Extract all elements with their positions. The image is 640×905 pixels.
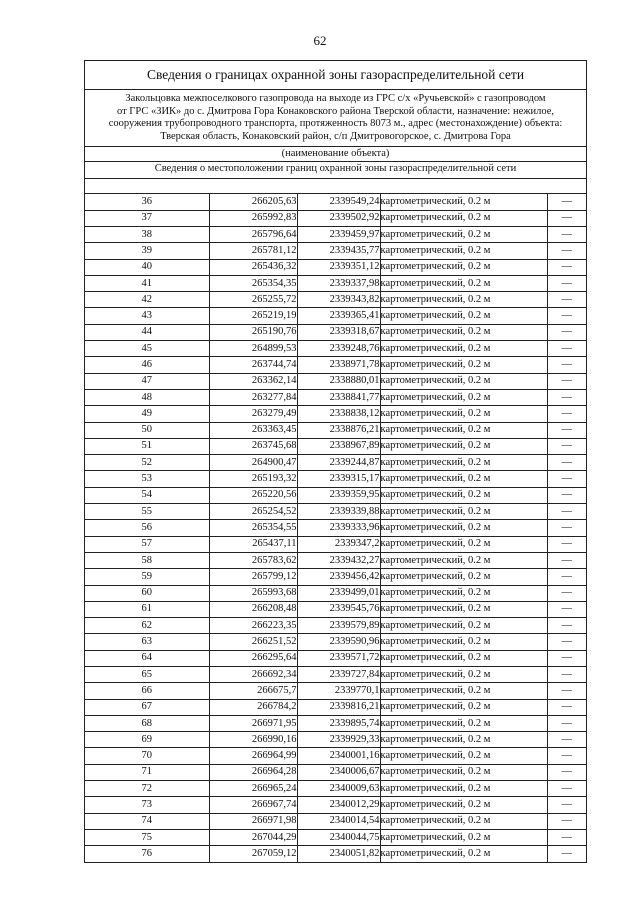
point-number: 40 (85, 259, 209, 275)
determination-method: картометрический, 0.2 м (380, 715, 547, 731)
table-row (85, 813, 586, 829)
note-cell: — (547, 438, 586, 454)
point-number: 64 (85, 650, 209, 666)
page-number: 62 (313, 33, 327, 48)
x-coordinate: 266967,74 (209, 797, 297, 813)
x-coordinate: 266990,16 (209, 732, 297, 748)
table-row (85, 194, 586, 210)
table-row (85, 210, 586, 226)
note-cell: — (547, 715, 586, 731)
x-coordinate: 265783,62 (209, 552, 297, 568)
x-coordinate: 266205,63 (209, 194, 297, 210)
y-coordinate: 2339571,72 (297, 650, 380, 666)
y-coordinate: 2339365,41 (297, 308, 380, 324)
y-coordinate: 2339432,27 (297, 552, 380, 568)
point-number: 51 (85, 438, 209, 454)
note-cell: — (547, 829, 586, 845)
determination-method: картометрический, 0.2 м (380, 357, 547, 373)
y-coordinate: 2339337,98 (297, 275, 380, 291)
y-coordinate: 2339347,2 (297, 536, 380, 552)
x-coordinate: 266251,52 (209, 634, 297, 650)
table-row (85, 781, 586, 797)
table-row (85, 520, 586, 536)
table-row (85, 829, 586, 845)
description-line: Закольцовка межпоселкового газопровода на выходе из ГРС с/х «Ручьевской» с газопроводом (125, 93, 546, 104)
y-coordinate: 2339770,1 (297, 683, 380, 699)
point-number: 75 (85, 829, 209, 845)
note-cell: — (547, 634, 586, 650)
determination-method: картометрический, 0.2 м (380, 487, 547, 503)
note-cell: — (547, 226, 586, 242)
determination-method: картометрический, 0.2 м (380, 699, 547, 715)
x-coordinate: 263277,84 (209, 389, 297, 405)
point-number: 66 (85, 683, 209, 699)
determination-method: картометрический, 0.2 м (380, 683, 547, 699)
note-cell: — (547, 732, 586, 748)
point-number: 67 (85, 699, 209, 715)
table-row (85, 487, 586, 503)
y-coordinate: 2338971,78 (297, 357, 380, 373)
y-coordinate: 2340051,82 (297, 846, 380, 862)
y-coordinate: 2339590,96 (297, 634, 380, 650)
table-row (85, 683, 586, 699)
x-coordinate: 265193,32 (209, 471, 297, 487)
x-coordinate: 265992,83 (209, 210, 297, 226)
determination-method: картометрический, 0.2 м (380, 748, 547, 764)
table-row (85, 504, 586, 520)
point-number: 45 (85, 341, 209, 357)
point-number: 46 (85, 357, 209, 373)
note-cell: — (547, 406, 586, 422)
determination-method: картометрический, 0.2 м (380, 422, 547, 438)
y-coordinate: 2339318,67 (297, 324, 380, 340)
point-number: 50 (85, 422, 209, 438)
point-number: 65 (85, 666, 209, 682)
y-coordinate: 2339459,97 (297, 226, 380, 242)
note-cell: — (547, 504, 586, 520)
table-row (85, 552, 586, 568)
determination-method: картометрический, 0.2 м (380, 781, 547, 797)
determination-method: картометрический, 0.2 м (380, 226, 547, 242)
note-cell: — (547, 585, 586, 601)
y-coordinate: 2339456,42 (297, 569, 380, 585)
x-coordinate: 263745,68 (209, 438, 297, 454)
point-number: 37 (85, 210, 209, 226)
x-coordinate: 265190,76 (209, 324, 297, 340)
point-number: 62 (85, 618, 209, 634)
note-cell: — (547, 275, 586, 291)
point-number: 70 (85, 748, 209, 764)
description-line: Тверская область, Конаковский район, с/п Дмитровогорское, с. Дмитрова Гора (160, 130, 511, 142)
note-cell: — (547, 552, 586, 568)
x-coordinate: 265254,52 (209, 504, 297, 520)
x-coordinate: 266784,2 (209, 699, 297, 715)
x-coordinate: 266295,64 (209, 650, 297, 666)
point-number: 61 (85, 601, 209, 617)
note-cell: — (547, 618, 586, 634)
note-cell: — (547, 455, 586, 471)
point-number: 55 (85, 504, 209, 520)
note-cell: — (547, 520, 586, 536)
determination-method: картометрический, 0.2 м (380, 829, 547, 845)
x-coordinate: 265781,12 (209, 243, 297, 259)
y-coordinate: 2339315,17 (297, 471, 380, 487)
y-coordinate: 2340044,75 (297, 829, 380, 845)
table-row (85, 601, 586, 617)
table-row (85, 275, 586, 291)
note-cell: — (547, 259, 586, 275)
table-row (85, 389, 586, 405)
note-cell: — (547, 683, 586, 699)
x-coordinate: 267044,29 (209, 829, 297, 845)
document-frame (84, 60, 587, 863)
x-coordinate: 265255,72 (209, 292, 297, 308)
note-cell: — (547, 781, 586, 797)
point-number: 57 (85, 536, 209, 552)
x-coordinate: 266971,98 (209, 813, 297, 829)
note-cell: — (547, 373, 586, 389)
determination-method: картометрический, 0.2 м (380, 406, 547, 422)
y-coordinate: 2338967,89 (297, 438, 380, 454)
x-coordinate: 264900,47 (209, 455, 297, 471)
determination-method: картометрический, 0.2 м (380, 243, 547, 259)
document-title: Сведения о границах охранной зоны газораспределительной сети (85, 61, 586, 90)
table-row (85, 650, 586, 666)
x-coordinate: 266964,99 (209, 748, 297, 764)
note-cell: — (547, 699, 586, 715)
y-coordinate: 2339499,01 (297, 585, 380, 601)
determination-method: картометрический, 0.2 м (380, 504, 547, 520)
table-row (85, 732, 586, 748)
point-number: 59 (85, 569, 209, 585)
table-row (85, 438, 586, 454)
table-row (85, 699, 586, 715)
note-cell: — (547, 308, 586, 324)
table-row (85, 357, 586, 373)
table-row (85, 585, 586, 601)
y-coordinate: 2339545,76 (297, 601, 380, 617)
x-coordinate: 265220,56 (209, 487, 297, 503)
note-cell: — (547, 210, 586, 226)
table-row (85, 748, 586, 764)
determination-method: картометрический, 0.2 м (380, 292, 547, 308)
x-coordinate: 267059,12 (209, 846, 297, 862)
x-coordinate: 263362,14 (209, 373, 297, 389)
y-coordinate: 2338880,01 (297, 373, 380, 389)
determination-method: картометрический, 0.2 м (380, 601, 547, 617)
y-coordinate: 2338838,12 (297, 406, 380, 422)
x-coordinate: 265993,68 (209, 585, 297, 601)
y-coordinate: 2340014,54 (297, 813, 380, 829)
x-coordinate: 265354,55 (209, 520, 297, 536)
note-cell: — (547, 797, 586, 813)
determination-method: картометрический, 0.2 м (380, 650, 547, 666)
determination-method: картометрический, 0.2 м (380, 666, 547, 682)
note-cell: — (547, 764, 586, 780)
y-coordinate: 2339502,92 (297, 210, 380, 226)
x-coordinate: 266675,7 (209, 683, 297, 699)
determination-method: картометрический, 0.2 м (380, 585, 547, 601)
y-coordinate: 2340012,29 (297, 797, 380, 813)
note-cell: — (547, 243, 586, 259)
table-row (85, 666, 586, 682)
note-cell: — (547, 389, 586, 405)
point-number: 69 (85, 732, 209, 748)
x-coordinate: 263279,49 (209, 406, 297, 422)
y-coordinate: 2339929,33 (297, 732, 380, 748)
point-number: 48 (85, 389, 209, 405)
x-coordinate: 266971,95 (209, 715, 297, 731)
determination-method: картометрический, 0.2 м (380, 471, 547, 487)
point-number: 63 (85, 634, 209, 650)
determination-method: картометрический, 0.2 м (380, 194, 547, 210)
determination-method: картометрический, 0.2 м (380, 341, 547, 357)
table-row (85, 618, 586, 634)
determination-method: картометрический, 0.2 м (380, 275, 547, 291)
y-coordinate: 2339339,88 (297, 504, 380, 520)
y-coordinate: 2339435,77 (297, 243, 380, 259)
note-cell: — (547, 292, 586, 308)
note-cell: — (547, 650, 586, 666)
x-coordinate: 265799,12 (209, 569, 297, 585)
note-cell: — (547, 324, 586, 340)
x-coordinate: 266208,48 (209, 601, 297, 617)
table-row (85, 455, 586, 471)
determination-method: картометрический, 0.2 м (380, 324, 547, 340)
y-coordinate: 2339359,95 (297, 487, 380, 503)
determination-method: картометрический, 0.2 м (380, 797, 547, 813)
table-row (85, 373, 586, 389)
note-cell: — (547, 666, 586, 682)
y-coordinate: 2339244,87 (297, 455, 380, 471)
y-coordinate: 2340006,67 (297, 764, 380, 780)
x-coordinate: 263363,45 (209, 422, 297, 438)
x-coordinate: 266965,24 (209, 781, 297, 797)
x-coordinate: 264899,53 (209, 341, 297, 357)
x-coordinate: 266964,28 (209, 764, 297, 780)
x-coordinate: 266223,35 (209, 618, 297, 634)
determination-method: картометрический, 0.2 м (380, 569, 547, 585)
determination-method: картометрический, 0.2 м (380, 764, 547, 780)
y-coordinate: 2338876,21 (297, 422, 380, 438)
point-number: 43 (85, 308, 209, 324)
object-description (85, 90, 586, 147)
point-number: 71 (85, 764, 209, 780)
description-line: сооружения трубопроводного транспорта, протяженность 8073 м., адрес (местонахождение) объекта: (108, 118, 563, 130)
y-coordinate: 2340009,63 (297, 781, 380, 797)
note-cell: — (547, 813, 586, 829)
determination-method: картометрический, 0.2 м (380, 259, 547, 275)
note-cell: — (547, 471, 586, 487)
object-name-caption: (наименование объекта) (85, 147, 586, 162)
x-coordinate: 265437,11 (209, 536, 297, 552)
table-row (85, 764, 586, 780)
note-cell: — (547, 846, 586, 862)
note-cell: — (547, 341, 586, 357)
point-number: 76 (85, 846, 209, 862)
section-title: Сведения о местоположении границ охранной зоны газораспределительной сети (85, 162, 586, 179)
table-row (85, 634, 586, 650)
point-number: 44 (85, 324, 209, 340)
table-row (85, 471, 586, 487)
point-number: 49 (85, 406, 209, 422)
table-row (85, 846, 586, 862)
note-cell: — (547, 748, 586, 764)
description-line: от ГРС «ЗИК» до с. Дмитрова Гора Конаковского района Тверской области, назначение: нежилое, (116, 105, 555, 117)
table-row (85, 797, 586, 813)
note-cell: — (547, 194, 586, 210)
point-number: 52 (85, 455, 209, 471)
point-number: 47 (85, 373, 209, 389)
determination-method: картометрический, 0.2 м (380, 634, 547, 650)
point-number: 56 (85, 520, 209, 536)
x-coordinate: 265219,19 (209, 308, 297, 324)
table-row (85, 259, 586, 275)
determination-method: картометрический, 0.2 м (380, 732, 547, 748)
table-row (85, 292, 586, 308)
y-coordinate: 2339895,74 (297, 715, 380, 731)
y-coordinate: 2339333,96 (297, 520, 380, 536)
table-row (85, 406, 586, 422)
point-number: 60 (85, 585, 209, 601)
point-number: 53 (85, 471, 209, 487)
point-number: 42 (85, 292, 209, 308)
note-cell: — (547, 357, 586, 373)
y-coordinate: 2339248,76 (297, 341, 380, 357)
y-coordinate: 2340001,16 (297, 748, 380, 764)
table-row (85, 536, 586, 552)
point-number: 54 (85, 487, 209, 503)
y-coordinate: 2339343,82 (297, 292, 380, 308)
y-coordinate: 2339351,12 (297, 259, 380, 275)
y-coordinate: 2339816,21 (297, 699, 380, 715)
determination-method: картометрический, 0.2 м (380, 813, 547, 829)
determination-method: картометрический, 0.2 м (380, 308, 547, 324)
note-cell: — (547, 536, 586, 552)
point-number: 39 (85, 243, 209, 259)
y-coordinate: 2339579,89 (297, 618, 380, 634)
table-row (85, 569, 586, 585)
determination-method: картометрический, 0.2 м (380, 389, 547, 405)
x-coordinate: 265354,35 (209, 275, 297, 291)
y-coordinate: 2339549,24 (297, 194, 380, 210)
point-number: 74 (85, 813, 209, 829)
point-number: 58 (85, 552, 209, 568)
x-coordinate: 263744,74 (209, 357, 297, 373)
determination-method: картометрический, 0.2 м (380, 438, 547, 454)
note-cell: — (547, 569, 586, 585)
determination-method: картометрический, 0.2 м (380, 618, 547, 634)
table-row (85, 308, 586, 324)
table-row (85, 422, 586, 438)
y-coordinate: 2339727,84 (297, 666, 380, 682)
point-number: 68 (85, 715, 209, 731)
coordinates-table-body (85, 194, 586, 861)
table-row (85, 341, 586, 357)
x-coordinate: 265436,32 (209, 259, 297, 275)
table-row (85, 715, 586, 731)
determination-method: картометрический, 0.2 м (380, 520, 547, 536)
determination-method: картометрический, 0.2 м (380, 552, 547, 568)
table-row (85, 243, 586, 259)
point-number: 38 (85, 226, 209, 242)
determination-method: картометрический, 0.2 м (380, 373, 547, 389)
determination-method: картометрический, 0.2 м (380, 846, 547, 862)
table-row (85, 324, 586, 340)
note-cell: — (547, 487, 586, 503)
point-number: 73 (85, 797, 209, 813)
determination-method: картометрический, 0.2 м (380, 455, 547, 471)
table-row (85, 226, 586, 242)
coordinates-table (85, 194, 586, 861)
x-coordinate: 266692,34 (209, 666, 297, 682)
table-spacer-row (85, 179, 586, 194)
point-number: 41 (85, 275, 209, 291)
determination-method: картометрический, 0.2 м (380, 536, 547, 552)
determination-method: картометрический, 0.2 м (380, 210, 547, 226)
note-cell: — (547, 601, 586, 617)
point-number: 72 (85, 781, 209, 797)
x-coordinate: 265796,64 (209, 226, 297, 242)
y-coordinate: 2338841,77 (297, 389, 380, 405)
point-number: 36 (141, 196, 152, 208)
note-cell: — (547, 422, 586, 438)
